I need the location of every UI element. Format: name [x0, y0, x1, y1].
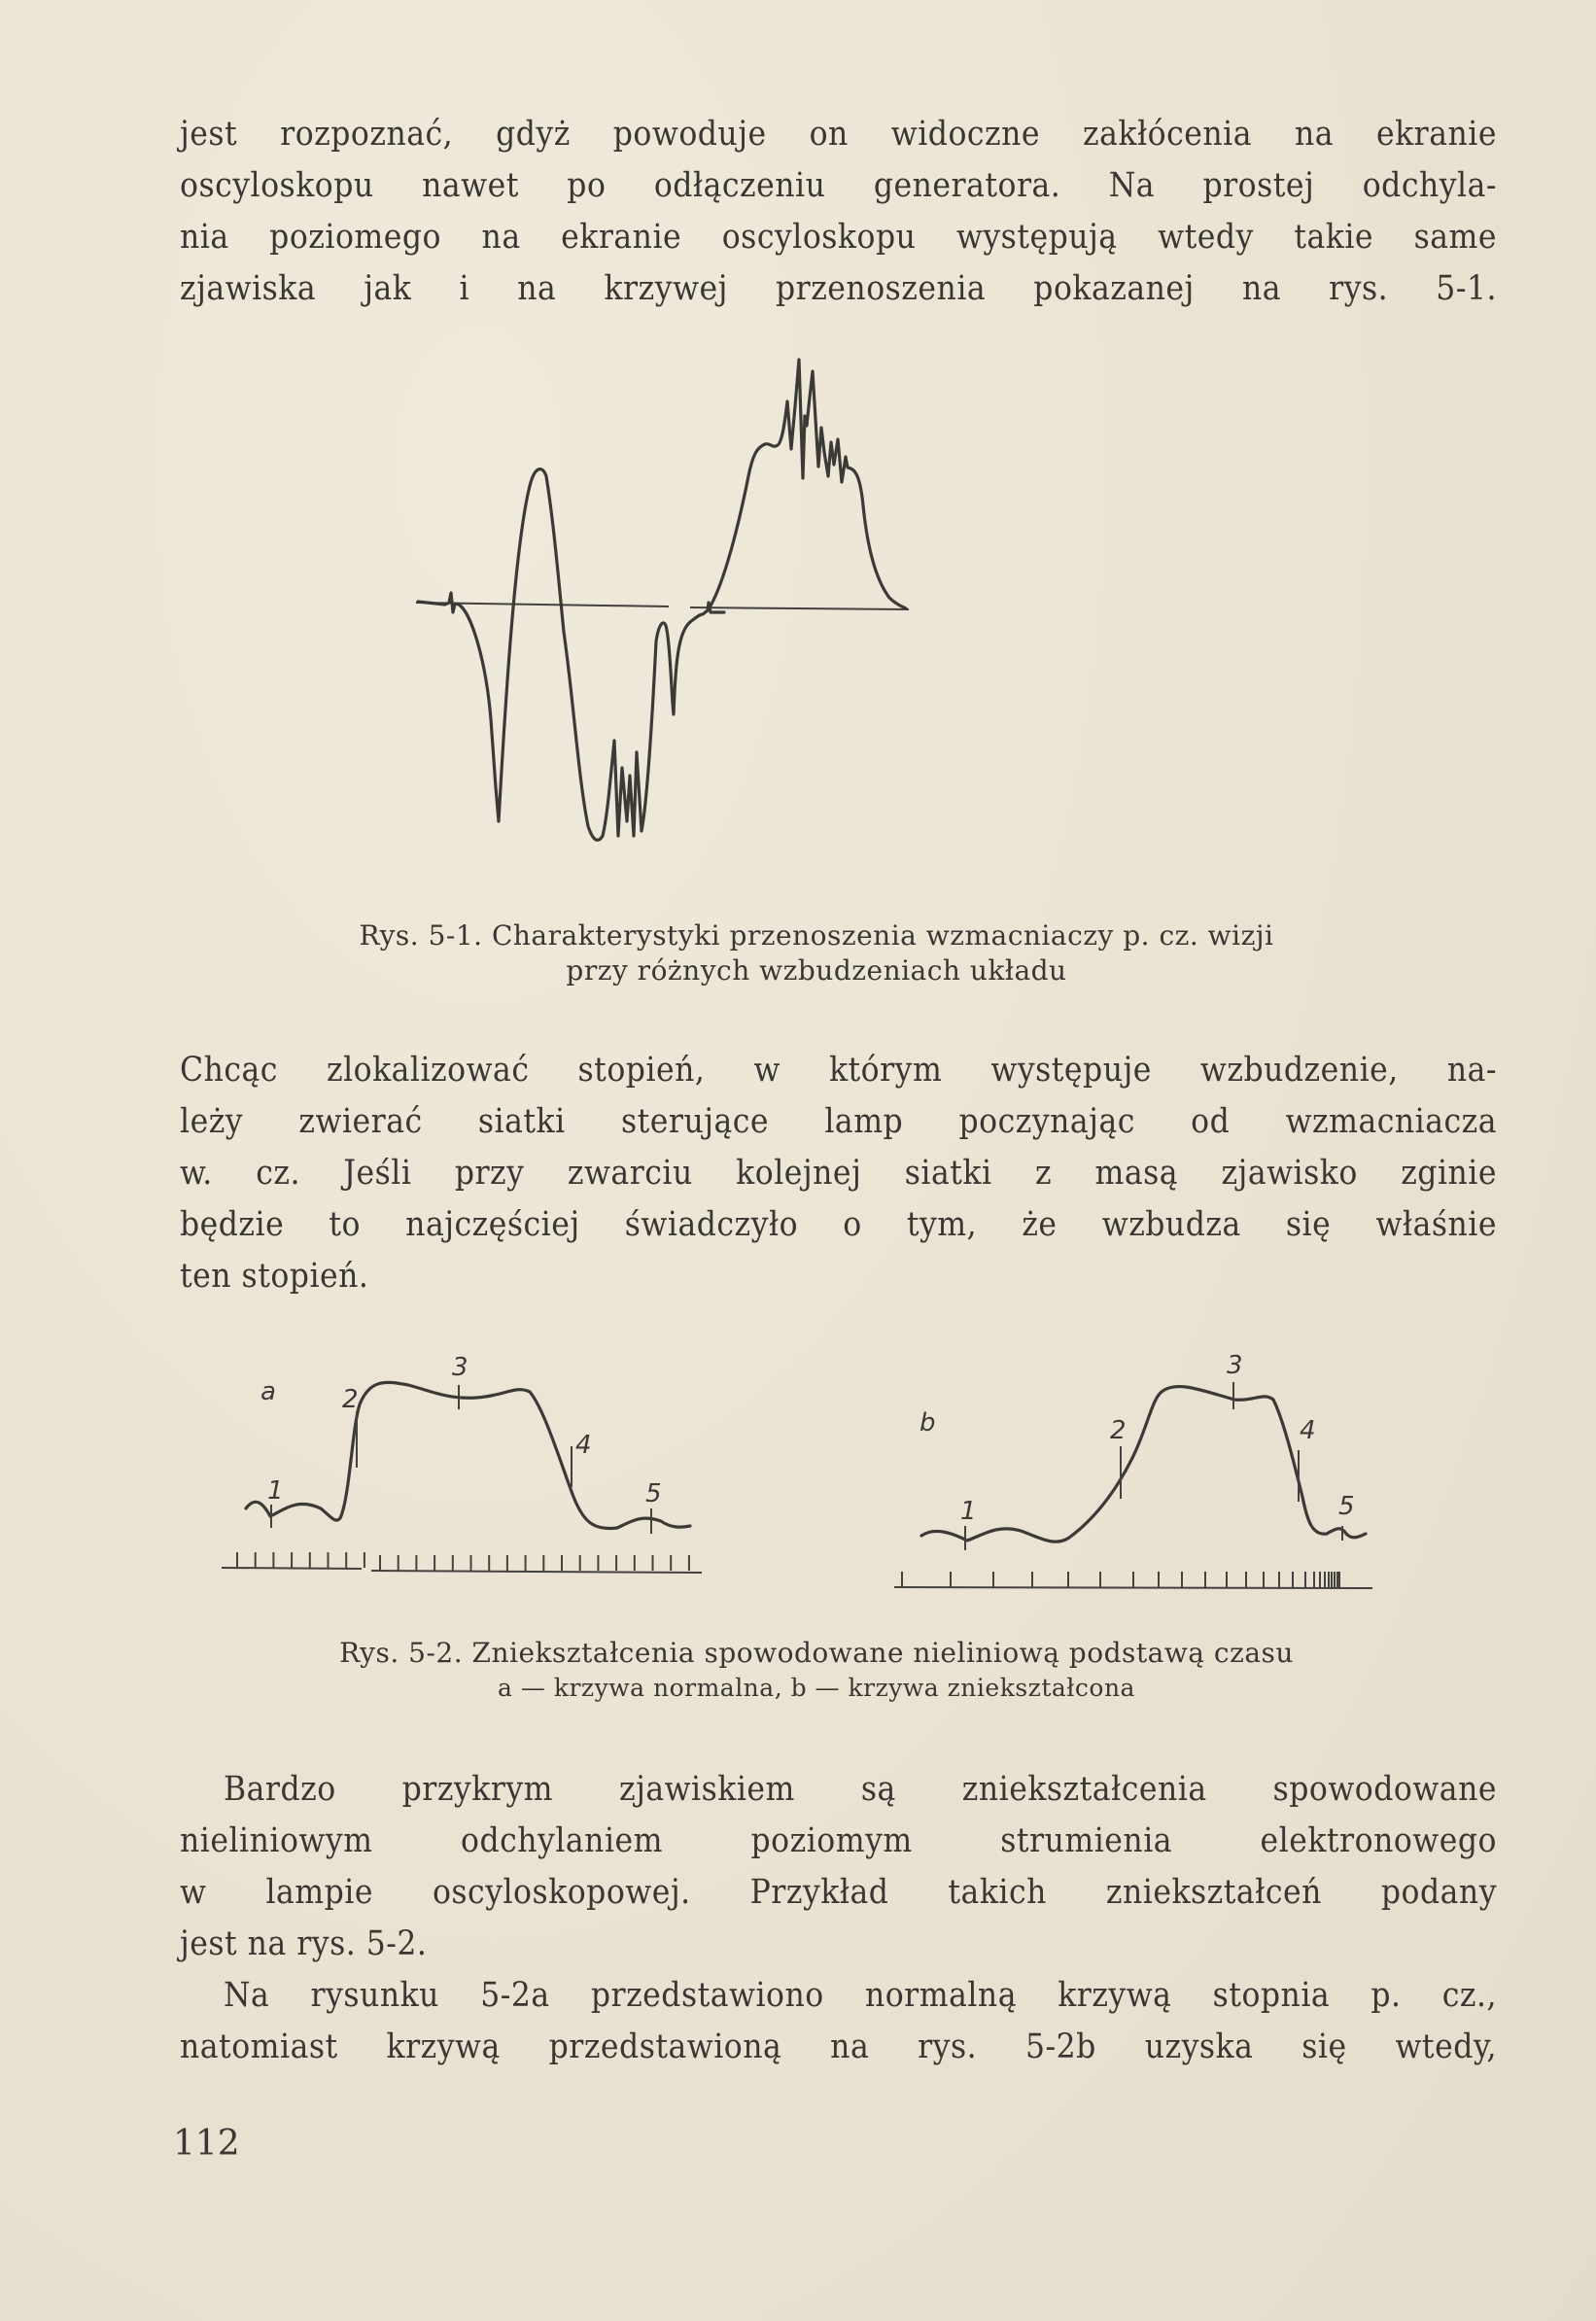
baseline [690, 607, 909, 609]
paragraph-3 [180, 1764, 1497, 1970]
text-line: Chcąc zlokalizować stopień, w którym występuje wzbudzenie, na- [180, 1051, 1497, 1090]
marker-4-label: 4 [1300, 1416, 1316, 1445]
figure-5-2-caption [233, 1636, 1400, 1706]
text-line: Bardzo przykrym zjawiskiem są zniekształcenia spowodowane [224, 1770, 1497, 1809]
marker-ticks [271, 1385, 651, 1534]
text-line: ten stopień. [180, 1257, 369, 1296]
figure-5-2a-plot [214, 1341, 816, 1594]
transfer-curve-oscillating [418, 469, 724, 841]
text-line: Na rysunku 5-2a przedstawiono normalną krzywą stopnia p. cz., [224, 1976, 1497, 2015]
marker-4-label: 4 [575, 1431, 592, 1460]
text-line: w. cz. Jeśli przy zwarciu kolejnej siatki z masą zjawisko zginie [180, 1154, 1497, 1193]
caption-line: Rys. 5-1. Charakterystyki przenoszenia wzmacniaczy p. cz. wizji [359, 919, 1274, 952]
marker-1-label: 1 [960, 1497, 977, 1526]
marker-5-label: 5 [645, 1479, 662, 1508]
text-line: w lampie oscyloskopowej. Przykład takich zniekształceń podany [180, 1873, 1497, 1912]
paragraph-1 [180, 109, 1497, 315]
panel-b-label: b [919, 1408, 936, 1438]
text-line: natomiast krzywą przedstawioną na rys. 5-2b uzyska się wtedy, [180, 2027, 1497, 2066]
caption-line: Rys. 5-2. Zniekształcenia spowodowane nieliniową podstawą czasu [339, 1637, 1294, 1669]
figure-5-2b-plot [885, 1341, 1468, 1594]
text-line: nieliniowym odchylaniem poziomym strumienia elektronowego [180, 1821, 1497, 1860]
page-number: 112 [173, 2124, 240, 2164]
text-line: leży zwierać siatki sterujące lamp poczynając od wzmacniacza [180, 1102, 1497, 1141]
marker-2-label: 2 [1110, 1416, 1127, 1445]
time-axis-ticks [902, 1572, 1339, 1587]
marker-2-label: 2 [342, 1385, 359, 1414]
marker-5-label: 5 [1338, 1492, 1355, 1521]
normal-curve [246, 1382, 690, 1528]
caption-line: przy różnych wzbudzeniach układu [566, 954, 1067, 987]
figure-5-1-caption [233, 918, 1400, 988]
transfer-curve-ringing [710, 360, 906, 608]
marker-3-label: 3 [1227, 1351, 1243, 1380]
paragraph-2 [180, 1045, 1497, 1302]
text-line: jest na rys. 5-2. [180, 1924, 428, 1963]
marker-1-label: 1 [267, 1476, 284, 1506]
time-axis-left [222, 1568, 362, 1569]
figure-5-1-right-plot [680, 350, 914, 632]
time-axis [894, 1587, 1372, 1588]
panel-a-label: a [260, 1377, 276, 1406]
time-axis-right [371, 1571, 702, 1573]
marker-3-label: 3 [452, 1353, 468, 1382]
text-line: będzie to najczęściej świadczyło o tym, że wzbudza się właśnie [180, 1205, 1497, 1244]
text-line: jest rozpoznać, gdyż powoduje on widoczne zakłócenia na ekranie [180, 115, 1497, 154]
paragraph-4 [180, 1970, 1497, 2073]
text-line: oscyloskopu nawet po odłączeniu generatora. Na prostej odchyla- [180, 166, 1497, 205]
text-line: zjawiska jak i na krzywej przenoszenia pokazanej na rys. 5-1. [180, 269, 1497, 308]
caption-line: a — krzywa normalna, b — krzywa zniekształcona [498, 1674, 1135, 1702]
text-line: nia poziomego na ekranie oscyloskopu występują wtedy takie same [180, 218, 1497, 257]
figure-5-1-left-plot [408, 457, 680, 884]
